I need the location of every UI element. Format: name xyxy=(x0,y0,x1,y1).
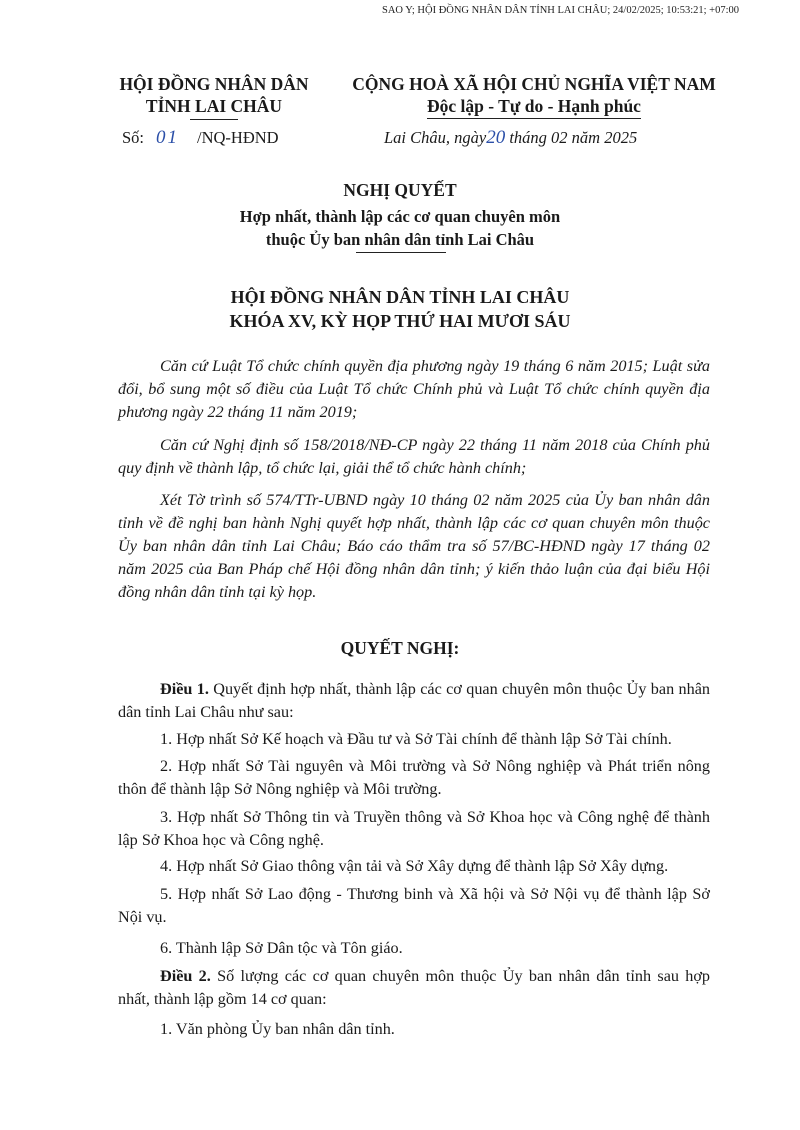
issuer-heading xyxy=(60,285,740,333)
authority-underline xyxy=(190,119,238,120)
authority-line-2: TỈNH LAI CHÂU xyxy=(145,96,283,116)
number-handwritten: 01 xyxy=(156,127,180,148)
article-1-item: 4. Hợp nhất Sở Giao thông vận tải và Sở Xây dựng để thành lập Sở Xây dựng. xyxy=(160,857,669,875)
article-1-item: 1. Hợp nhất Sở Kế hoạch và Đầu tư và Sở Tài chính để thành lập Sở Tài chính. xyxy=(160,730,672,748)
date-suffix: tháng 02 năm 2025 xyxy=(509,128,638,147)
article-1-item: 6. Thành lập Sở Dân tộc và Tôn giáo. xyxy=(160,939,403,957)
article-2-item: 1. Văn phòng Ủy ban nhân dân tỉnh. xyxy=(160,1020,395,1038)
document-subject xyxy=(60,205,740,251)
subject-underline xyxy=(356,252,446,253)
document-type: NGHỊ QUYẾT xyxy=(343,180,457,200)
subject-line-2: thuộc Ủy ban nhân dân tỉnh Lai Châu xyxy=(265,230,535,249)
article-1-item: 5. Hợp nhất Sở Lao động - Thương binh và Xã hội và Sở Nội vụ để thành lập Sở Nội vụ. xyxy=(118,885,710,926)
authority-line-1: HỘI ĐỒNG NHÂN DÂN xyxy=(119,74,309,94)
preamble-3: Xét Tờ trình số 574/TTr-UBND ngày 10 tháng 02 năm 2025 của Ủy ban nhân dân tỉnh về đề nghị ban hành Nghị quyết hợp nhất, thành lập các cơ quan chuyên môn thuộc Ủy ban nhân dân tỉnh Lai Châu; Báo cáo thẩm tra số 57/BC-HĐND ngày 17 tháng 02 năm 2025 của Ban Pháp chế Hội đồng nhân dân tỉnh; ý kiến thảo luận của đại biểu Hội đồng nhân dân tỉnh tại kỳ họp. xyxy=(118,491,710,601)
article-2 xyxy=(118,965,710,1011)
date-prefix: Lai Châu, ngày xyxy=(384,128,487,147)
issuing-authority xyxy=(98,73,330,120)
date-day-handwritten: 20 xyxy=(486,127,506,148)
national-motto: Độc lập - Tự do - Hạnh phúc xyxy=(427,95,641,119)
national-header xyxy=(334,73,734,119)
issuer-line-2: KHÓA XV, KỲ HỌP THỨ HAI MƯƠI SÁU xyxy=(229,311,571,331)
article-1-item: 3. Hợp nhất Sở Thông tin và Truyền thông và Sở Khoa học và Công nghệ để thành lập Sở Khoa học và Công nghệ. xyxy=(118,808,710,849)
subject-line-1: Hợp nhất, thành lập các cơ quan chuyên môn xyxy=(239,207,561,226)
article-1-text: Quyết định hợp nhất, thành lập các cơ quan chuyên môn thuộc Ủy ban nhân dân tỉnh Lai Châu như sau: xyxy=(118,680,710,721)
article-1-label: Điều 1. xyxy=(160,680,209,698)
article-2-label: Điều 2. xyxy=(160,967,211,985)
article-1-item: 2. Hợp nhất Sở Tài nguyên và Môi trường và Sở Nông nghiệp và Phát triển nông thôn để thành lập Sở Nông nghiệp và Môi trường. xyxy=(118,757,710,798)
digital-copy-stamp: SAO Y; HỘI ĐỒNG NHÂN DÂN TỈNH LAI CHÂU; 24/02/2025; 10:53:21; +07:00 xyxy=(382,5,739,16)
preamble-2: Căn cứ Nghị định số 158/2018/NĐ-CP ngày 22 tháng 11 năm 2018 của Chính phủ quy định về thành lập, tổ chức lại, giải thể tổ chức hành chính; xyxy=(118,436,710,477)
number-suffix: /NQ-HĐND xyxy=(197,128,279,147)
article-2-text: Số lượng các cơ quan chuyên môn thuộc Ủy ban nhân dân tỉnh sau hợp nhất, thành lập gồm 14 cơ quan: xyxy=(118,967,711,1008)
issuer-line-1: HỘI ĐỒNG NHÂN DÂN TỈNH LAI CHÂU xyxy=(230,287,570,307)
document-number xyxy=(122,127,279,149)
number-label: Số: xyxy=(122,128,145,147)
document-date xyxy=(384,127,637,149)
decision-heading: QUYẾT NGHỊ: xyxy=(340,638,460,658)
article-1 xyxy=(118,678,710,724)
preamble-1: Căn cứ Luật Tổ chức chính quyền địa phương ngày 19 tháng 6 năm 2015; Luật sửa đổi, bổ sung một số điều của Luật Tổ chức Chính phủ và Luật Tổ chức chính quyền địa phương ngày 22 tháng 11 năm 2019; xyxy=(118,357,710,421)
national-name: CỘNG HOÀ XÃ HỘI CHỦ NGHĨA VIỆT NAM xyxy=(352,74,716,94)
